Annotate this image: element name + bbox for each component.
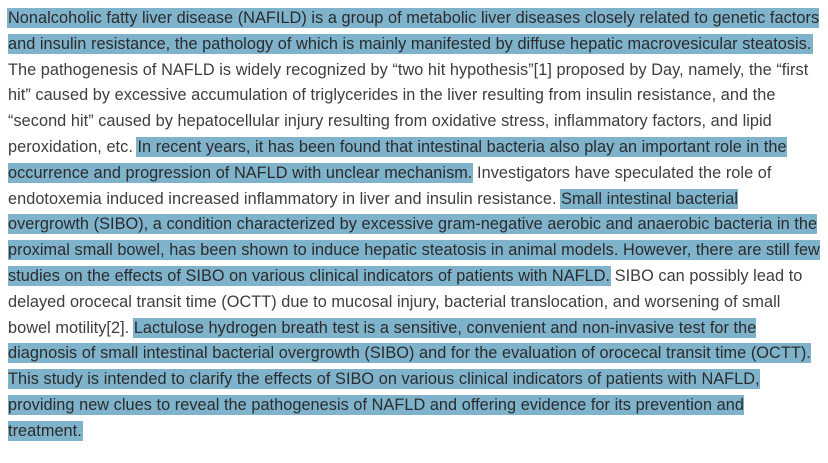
plain-text: SIBO can possibly lead to delayed orocecal transit time (OCTT) due to mucosal injury, bacterial translocation, and worsening of small bowel motility[2]. — [8, 266, 803, 337]
plain-text: Investigators have speculated the role of endotoxemia induced increased inflammatory in liver and insulin resistance. — [8, 163, 772, 208]
paragraph — [8, 6, 820, 445]
plain-text: The pathogenesis of NAFLD is widely recognized by “two hit hypothesis”[1] proposed by Day, namely, the “first hit” caused by excessive accumulation of triglycerides in the liver resulting from insulin resistance, and the “second hit” caused by hepatocellular injury resulting from oxidative stress, inflammatory factors, and lipid peroxidation, etc. — [8, 60, 809, 156]
highlighted-text: Lactulose hydrogen breath test is a sensitive, convenient and non-invasive test for the diagnosis of small intestinal bacterial overgrowth (SIBO) and for the evaluation of orocecal transit time (OCTT). This study is intended to clarify the effects of SIBO on various clinical indicators of patients with NAFLD, providing new clues to reveal the pathogenesis of NAFLD and offering evidence for its prevention and treatment. — [8, 318, 811, 440]
highlighted-text: Small intestinal bacterial overgrowth (SIBO), a condition characterized by excessive gram-negative aerobic and anaerobic bacteria in the proximal small bowel, has been shown to induce hepatic steatosis in animal models. However, there are still few studies on the effects of SIBO on various clinical indicators of patients with NAFLD. — [8, 189, 820, 285]
highlighted-text: Nonalcoholic fatty liver disease (NAFILD) is a group of metabolic liver diseases closely related to genetic factors and insulin resistance, the pathology of which is mainly manifested by diffuse hepatic macrovesicular steatosis. — [8, 9, 820, 53]
highlighted-text: In recent years, it has been found that intestinal bacteria also play an important role in the occurrence and progression of NAFLD with unclear mechanism. — [8, 137, 787, 182]
